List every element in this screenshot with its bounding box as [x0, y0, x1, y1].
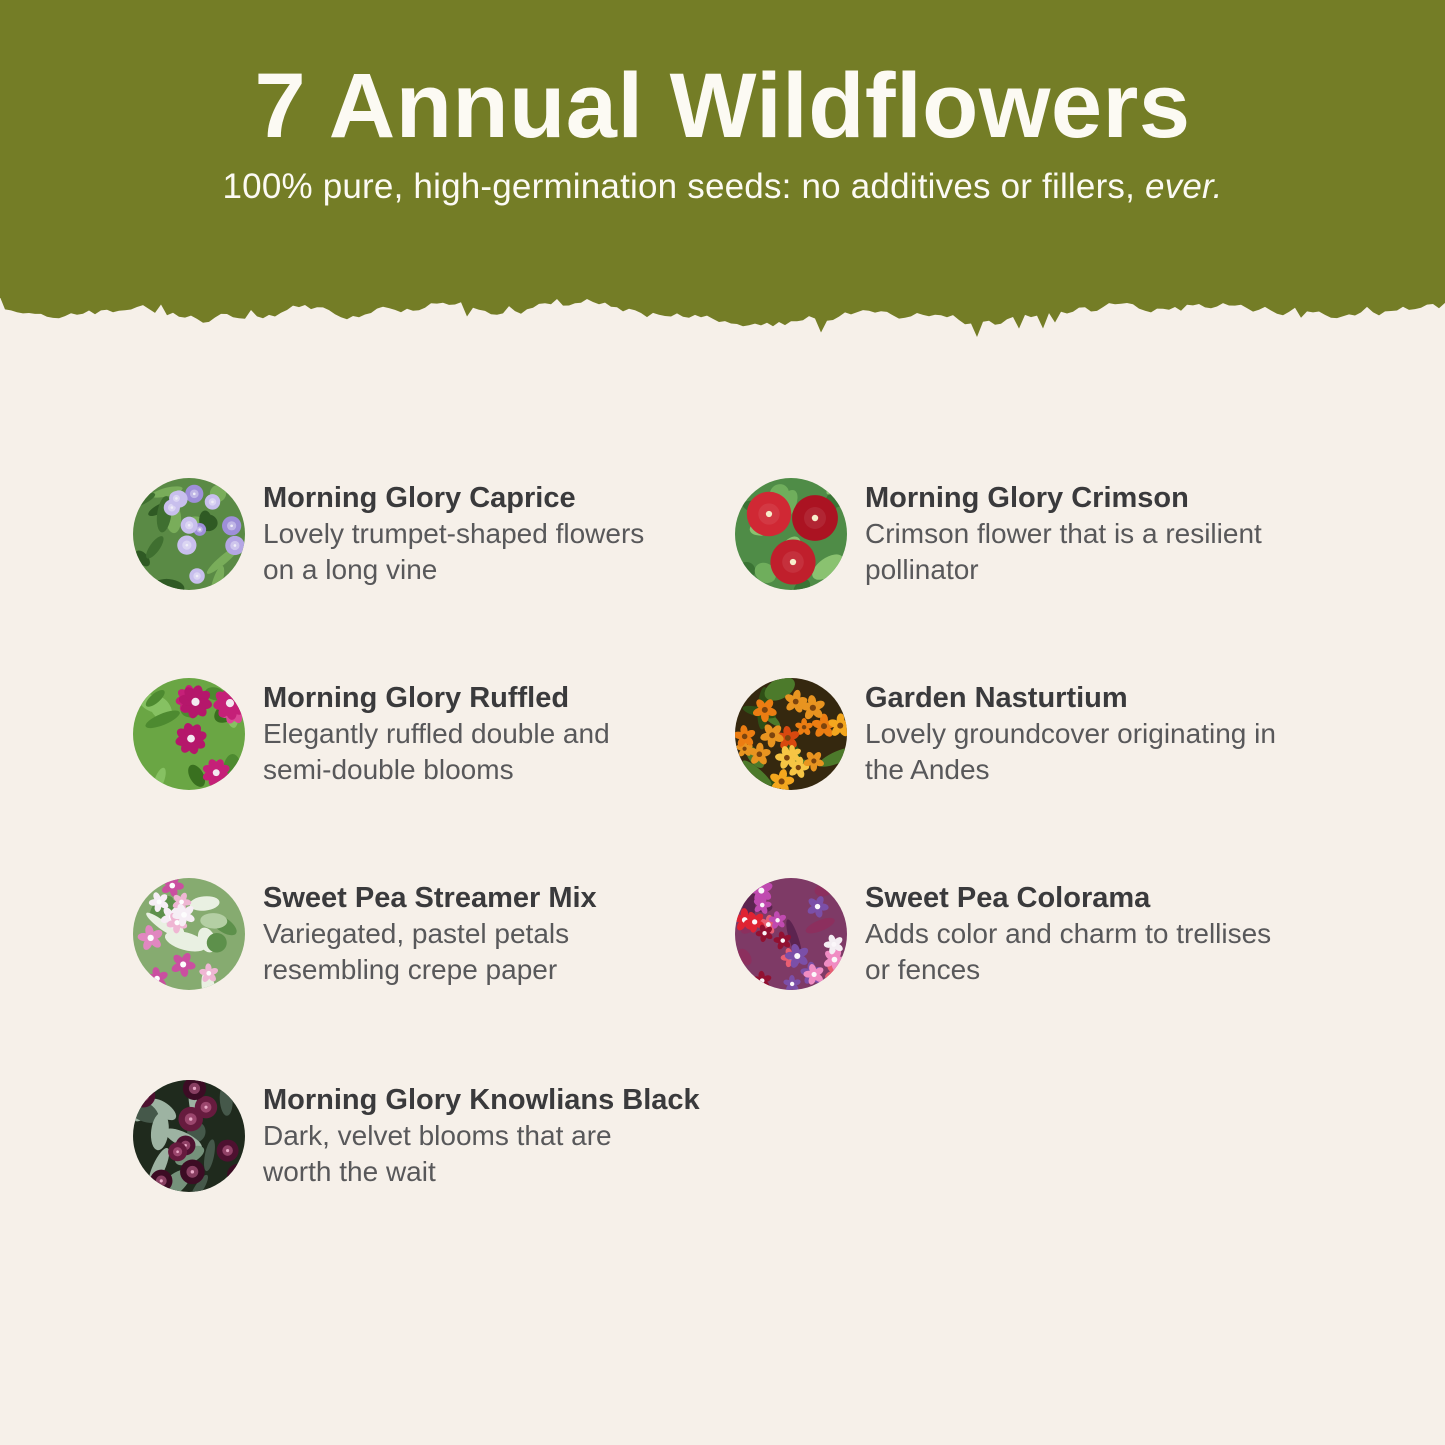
flower-photo-morning-glory-ruffled — [133, 678, 245, 790]
flower-item — [735, 478, 1262, 590]
flower-photo-illustration — [133, 478, 245, 590]
flower-item — [133, 678, 610, 790]
flower-photo-morning-glory-caprice — [133, 478, 245, 590]
flower-description-line: the Andes — [865, 754, 990, 785]
flower-photo-illustration — [133, 878, 245, 990]
flower-item — [133, 1080, 700, 1192]
flower-item — [133, 878, 597, 990]
flower-name: Morning Glory Crimson — [865, 482, 1189, 514]
flower-item — [133, 478, 644, 590]
flower-name: Morning Glory Caprice — [263, 482, 576, 514]
subtitle-emphasis: ever. — [1144, 166, 1223, 206]
flower-text-block — [263, 478, 644, 588]
flower-description-line: on a long vine — [263, 554, 438, 585]
flower-description-line: Crimson flower that is a resilient — [865, 518, 1262, 549]
flower-name: Garden Nasturtium — [865, 682, 1128, 714]
flower-description-line: worth the wait — [263, 1156, 436, 1187]
flower-description-line: Dark, velvet blooms that are — [263, 1120, 612, 1151]
flower-description-line: resembling crepe paper — [263, 954, 558, 985]
flower-photo-illustration — [735, 678, 847, 790]
flower-photo-morning-glory-crimson — [735, 478, 847, 590]
flower-description-line: pollinator — [865, 554, 979, 585]
flower-name: Sweet Pea Streamer Mix — [263, 882, 597, 914]
flower-item — [735, 678, 1276, 790]
flower-text-block — [263, 1080, 700, 1190]
flower-photo-sweet-pea-streamer-mix — [133, 878, 245, 990]
flower-description-line: Lovely trumpet-shaped flowers — [263, 518, 645, 549]
flower-description-line: Elegantly ruffled double and — [263, 718, 610, 749]
flower-text-block — [865, 878, 1271, 988]
flower-description-line: Adds color and charm to trellises — [865, 918, 1272, 949]
flower-photo-sweet-pea-colorama — [735, 878, 847, 990]
flower-item — [735, 878, 1271, 990]
page-subtitle — [0, 167, 1445, 207]
page-title: 7 Annual Wildflowers — [254, 55, 1191, 157]
flower-photo-illustration — [735, 478, 847, 590]
flower-description-line: or fences — [865, 954, 981, 985]
flower-photo-illustration — [735, 878, 847, 990]
flower-text-block — [865, 678, 1276, 788]
flower-description-line: Lovely groundcover originating in — [865, 718, 1276, 749]
flower-photo-illustration — [133, 678, 245, 790]
flower-text-block — [263, 878, 597, 988]
flower-photo-morning-glory-knowlians-black — [133, 1080, 245, 1192]
subtitle-text: 100% pure, high-germination seeds: no additives or fillers, — [222, 166, 1145, 206]
torn-paper-edge — [0, 297, 1445, 339]
flower-text-block — [263, 678, 610, 788]
flower-photo-garden-nasturtium — [735, 678, 847, 790]
flower-description-line: semi-double blooms — [263, 754, 514, 785]
flower-text-block — [865, 478, 1262, 588]
flower-name: Sweet Pea Colorama — [865, 882, 1151, 914]
flower-photo-illustration — [133, 1080, 245, 1192]
flower-name: Morning Glory Ruffled — [263, 682, 570, 714]
flower-description-line: Variegated, pastel petals — [263, 918, 570, 949]
header-banner — [0, 0, 1445, 298]
flower-name: Morning Glory Knowlians Black — [263, 1084, 700, 1116]
